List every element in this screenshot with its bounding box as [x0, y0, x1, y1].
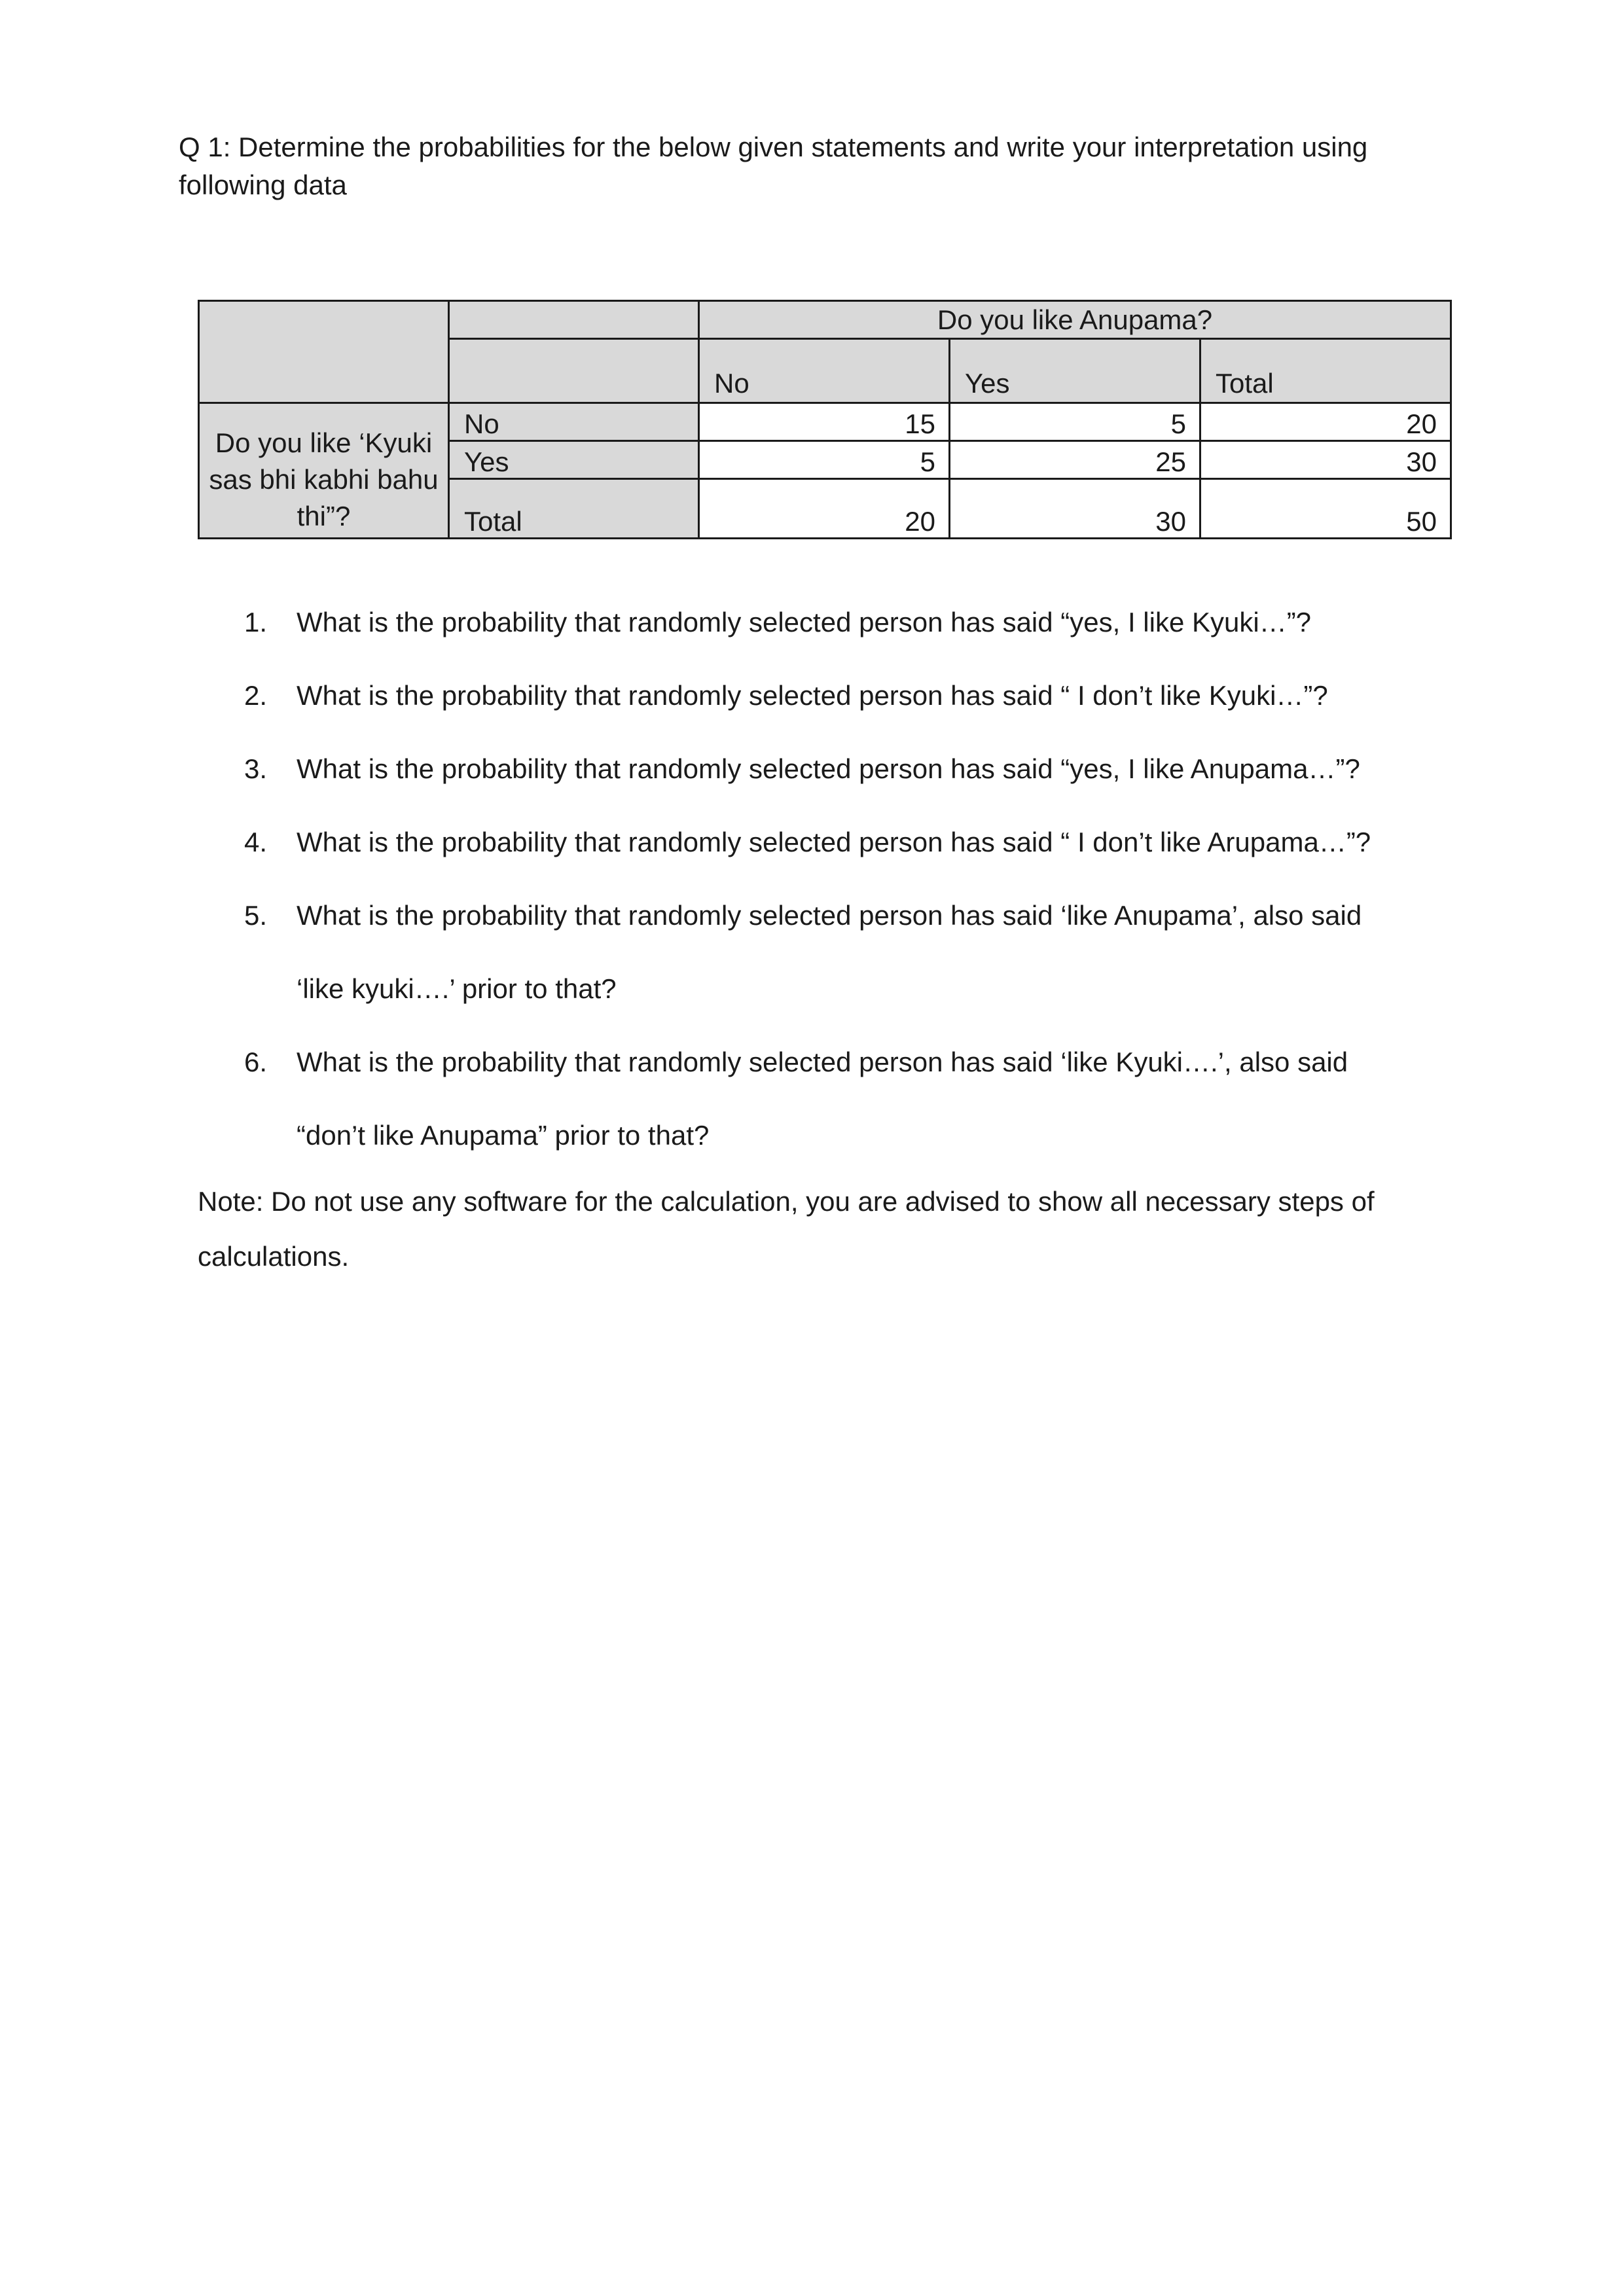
item-text-continued: ‘like kyuki….’ prior to that?: [297, 973, 617, 1004]
item-text: What is the probability that randomly selected person has said “ I don’t like Kyuki…”?: [297, 680, 1328, 711]
list-item: [244, 806, 1488, 879]
list-item: [244, 732, 1488, 806]
table-cell: 30: [950, 479, 1200, 539]
note-paragraph: Note: Do not use any software for the calculation, you are advised to show all necessary steps of calculations.: [198, 1186, 1375, 1272]
row-label-no: No: [449, 403, 699, 441]
table-cell: 50: [1200, 479, 1451, 539]
item-number: 2.: [244, 680, 268, 711]
table-cell: 30: [1200, 441, 1451, 479]
item-number: 3.: [244, 753, 268, 784]
table-cell: 15: [699, 403, 950, 441]
column-group-header: Do you like Anupama?: [699, 301, 1451, 339]
table-cell: 20: [1200, 403, 1451, 441]
question-list: [244, 586, 1488, 1172]
item-text: What is the probability that randomly selected person has said ‘like Anupama’, also said: [297, 900, 1362, 931]
column-header-yes: Yes: [950, 339, 1200, 403]
table-cell: 5: [950, 403, 1200, 441]
item-number: 5.: [244, 900, 268, 931]
contingency-table: [198, 300, 1452, 539]
item-number: 6.: [244, 1047, 268, 1077]
list-item: [244, 879, 1488, 1026]
table-corner-cell: [199, 301, 449, 403]
table-blank-cell: [449, 339, 699, 403]
row-label-yes: Yes: [449, 441, 699, 479]
row-group-header: Do you like ‘Kyuki sas bhi kabhi bahu thi”?: [199, 403, 449, 539]
item-text: What is the probability that randomly selected person has said “yes, I like Kyuki…”?: [297, 607, 1312, 637]
column-header-no: No: [699, 339, 950, 403]
item-number: 4.: [244, 827, 268, 857]
list-item: [244, 586, 1488, 659]
item-text-continued: “don’t like Anupama” prior to that?: [297, 1120, 710, 1151]
item-text: What is the probability that randomly selected person has said ‘like Kyuki….’, also said: [297, 1047, 1348, 1077]
item-text: What is the probability that randomly selected person has said “ I don’t like Arupama…”?: [297, 827, 1371, 857]
table-cell: 25: [950, 441, 1200, 479]
table-blank-cell: [449, 301, 699, 339]
item-text: What is the probability that randomly selected person has said “yes, I like Anupama…”?: [297, 753, 1360, 784]
row-label-total: Total: [449, 479, 699, 539]
table-cell: 20: [699, 479, 950, 539]
column-header-total: Total: [1200, 339, 1451, 403]
list-item: [244, 659, 1488, 732]
list-item: [244, 1026, 1488, 1172]
question-heading: Q 1: Determine the probabilities for the below given statements and write your interpretation using following data: [179, 132, 1368, 200]
table-cell: 5: [699, 441, 950, 479]
item-number: 1.: [244, 607, 268, 637]
